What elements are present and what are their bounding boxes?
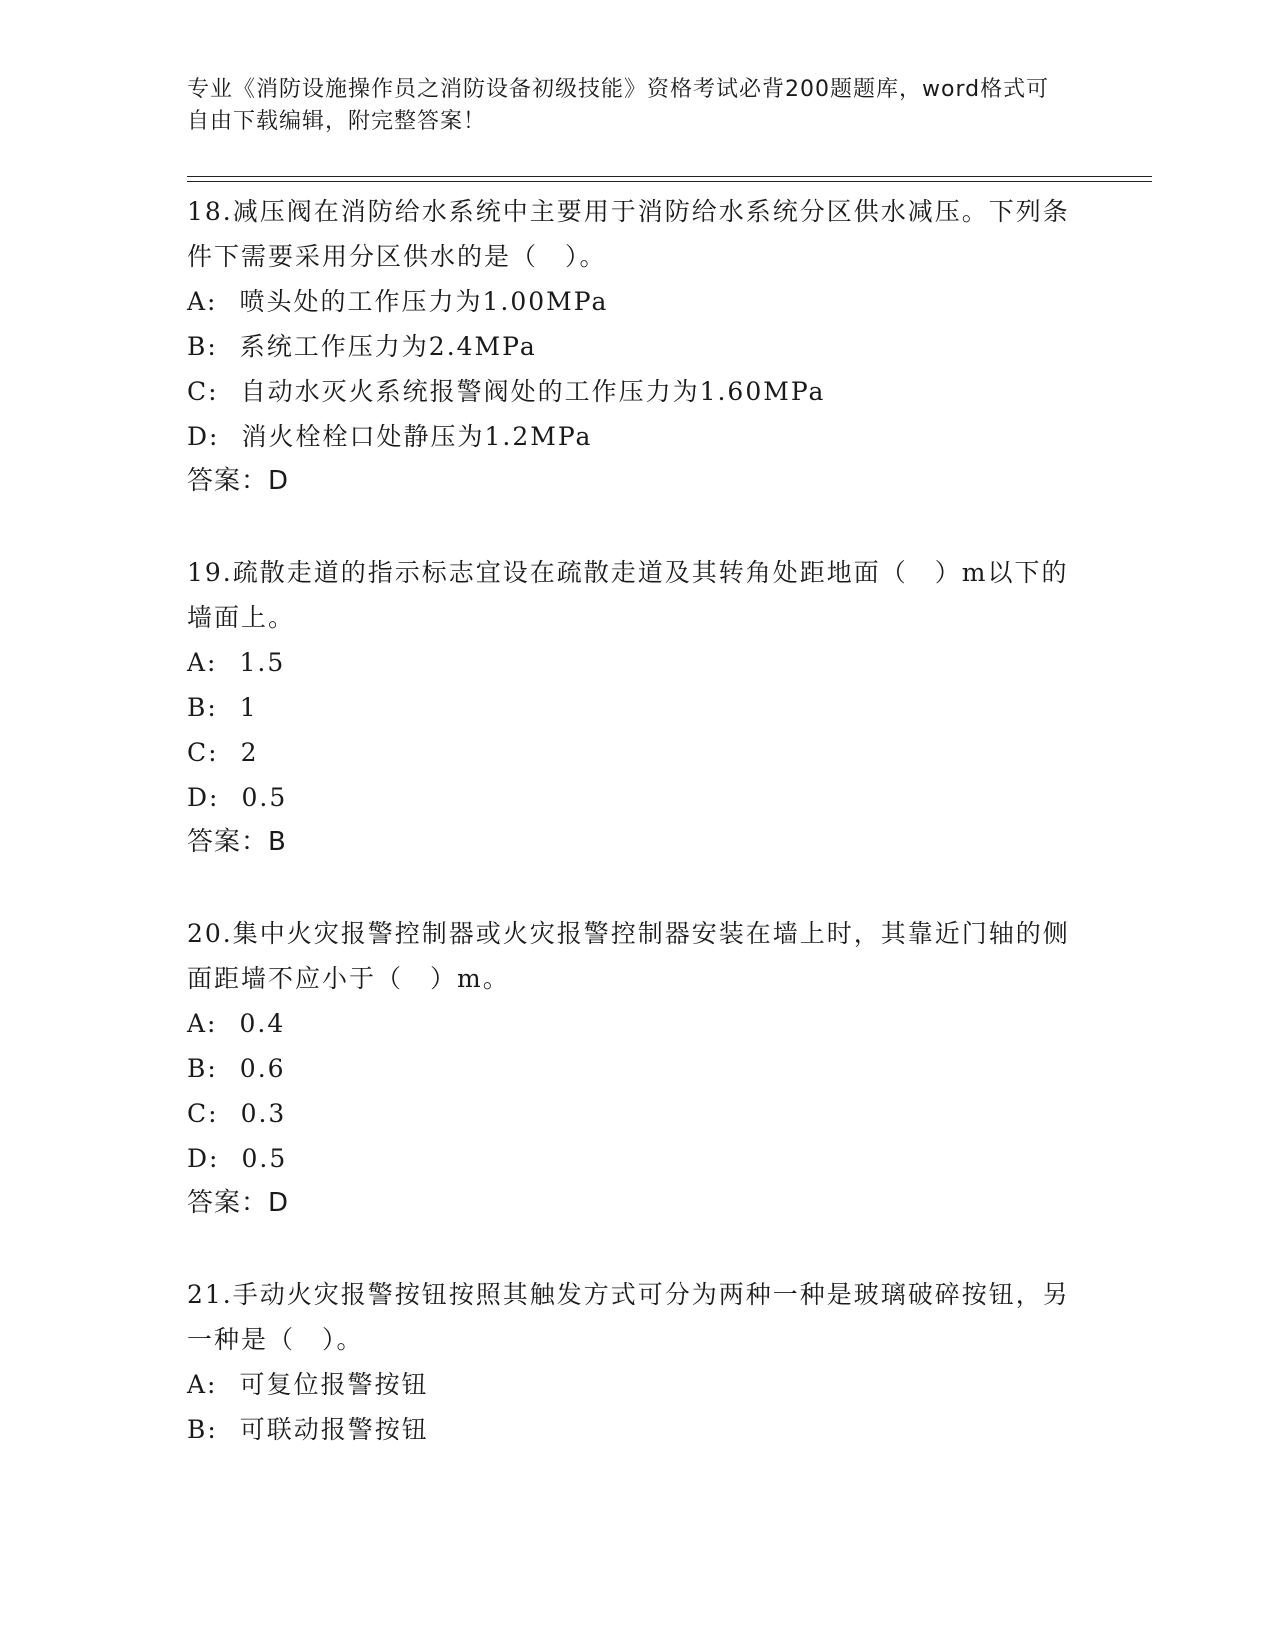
answer-value: B: [268, 827, 287, 857]
header-divider-top: [187, 176, 1152, 177]
header-divider-bottom: [187, 181, 1152, 182]
option-a: [187, 1362, 1087, 1407]
option-key: C:: [187, 738, 219, 767]
option-c: [187, 1091, 1087, 1136]
question-20: [187, 911, 1087, 1226]
option-key: A:: [187, 287, 218, 316]
option-text: 消火栓栓口处静压为1.2MPa: [241, 422, 593, 451]
question-list: [187, 189, 1087, 1498]
option-text: 0.4: [239, 1009, 286, 1038]
answer-label: 答案：: [187, 827, 269, 857]
question-stem: 20.集中火灾报警控制器或火灾报警控制器安装在墙上时，其靠近门轴的侧面距墙不应小于（ ）m。: [187, 919, 1070, 993]
option-key: A:: [187, 1370, 218, 1399]
option-key: A:: [187, 1009, 218, 1038]
option-key: B:: [187, 1415, 218, 1444]
option-key: D:: [187, 1144, 220, 1173]
option-text: 0.5: [241, 1144, 288, 1173]
option-key: A:: [187, 648, 218, 677]
option-text: 喷头处的工作压力为1.00MPa: [239, 287, 609, 316]
question-stem: 21.手动火灾报警按钮按照其触发方式可分为两种一种是玻璃破碎按钮，另一种是（ ）。: [187, 1280, 1070, 1354]
option-key: C:: [187, 1099, 219, 1128]
option-text: 0.6: [239, 1054, 286, 1083]
option-b: [187, 685, 1087, 730]
option-a: [187, 279, 1087, 324]
answer-value: D: [268, 466, 290, 496]
option-key: B:: [187, 1054, 218, 1083]
option-key: D:: [187, 422, 220, 451]
option-text: 2: [240, 738, 259, 767]
option-text: 自动水灭火系统报警阀处的工作压力为1.60MPa: [240, 377, 826, 406]
option-b: [187, 1046, 1087, 1091]
question-stem: 18.减压阀在消防给水系统中主要用于消防给水系统分区供水减压。下列条件下需要采用分区供水的是（ ）。: [187, 197, 1070, 271]
option-text: 可联动报警按钮: [239, 1415, 429, 1444]
option-a: [187, 640, 1087, 685]
question-stem: 19.疏散走道的指示标志宜设在疏散走道及其转角处距地面（ ）m以下的墙面上。: [187, 558, 1069, 632]
option-text: 1.5: [239, 648, 286, 677]
document-header: 专业《消防设施操作员之消防设备初级技能》资格考试必背200题题库，word格式可自由下载编辑，附完整答案！: [187, 77, 1050, 134]
option-text: 1: [239, 693, 258, 722]
option-c: [187, 369, 1087, 414]
answer-line: [187, 820, 1087, 865]
option-b: [187, 1407, 1087, 1452]
option-text: 系统工作压力为2.4MPa: [239, 332, 537, 361]
option-key: C:: [187, 377, 219, 406]
answer-line: [187, 459, 1087, 504]
answer-label: 答案：: [187, 1188, 269, 1218]
option-text: 可复位报警按钮: [239, 1370, 429, 1399]
option-a: [187, 1001, 1087, 1046]
option-d: [187, 775, 1087, 820]
option-key: B:: [187, 332, 218, 361]
option-key: B:: [187, 693, 218, 722]
answer-line: [187, 1181, 1087, 1226]
answer-label: 答案：: [187, 466, 269, 496]
answer-value: D: [268, 1188, 290, 1218]
option-d: [187, 414, 1087, 459]
option-c: [187, 730, 1087, 775]
option-d: [187, 1136, 1087, 1181]
question-19: [187, 550, 1087, 865]
question-21: [187, 1272, 1087, 1452]
option-text: 0.5: [241, 783, 288, 812]
option-key: D:: [187, 783, 220, 812]
option-b: [187, 324, 1087, 369]
question-18: [187, 189, 1087, 504]
option-text: 0.3: [240, 1099, 287, 1128]
